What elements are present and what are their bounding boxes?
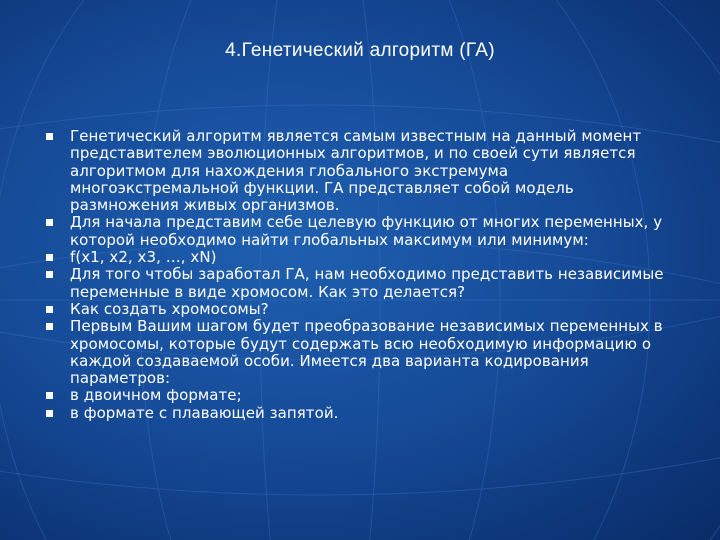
bullet-text: Генетический алгоритм является самым известным на данный момент представителем эволюционных алгоритмов, и по своей сути является алгоритмом для нахождения глобального экстремума многоэкстремальной функции. ГА представляет собой модель размножения живых организмов. — [70, 127, 642, 215]
square-bullet-icon — [46, 323, 53, 330]
bullet-text: Как создать хромосомы? — [70, 299, 269, 318]
bullet-item — [46, 214, 676, 249]
bullet-item — [46, 266, 676, 301]
bullet-item — [46, 318, 676, 387]
square-bullet-icon — [46, 271, 53, 278]
square-bullet-icon — [46, 306, 53, 313]
bullet-item — [46, 301, 676, 318]
bullet-text: Для того чтобы заработал ГА, нам необходимо представить независимые переменные в виде хромосом. Как это делается? — [70, 265, 664, 301]
bullet-text: в формате с плавающей запятой. — [70, 403, 339, 422]
bullet-text: Первым Вашим шагом будет преобразование независимых переменных в хромосомы, которые будут содержать всю необходимую информацию о каждой создаваемой особи. Имеется два варианта кодирования параметров: — [70, 317, 663, 388]
bullet-item — [46, 249, 676, 266]
bullet-item — [46, 128, 676, 214]
bullet-list — [46, 128, 676, 422]
bullet-item — [46, 405, 676, 422]
square-bullet-icon — [46, 254, 53, 261]
bullet-item — [46, 387, 676, 404]
square-bullet-icon — [46, 133, 53, 140]
slide-title: 4.Генетический алгоритм (ГА) — [225, 40, 495, 61]
square-bullet-icon — [46, 392, 53, 399]
square-bullet-icon — [46, 410, 53, 417]
bullet-text: f(x1, x2, x3, …, xN) — [70, 248, 217, 267]
bullet-text: в двоичном формате; — [70, 386, 242, 405]
bullet-text: Для начала представим себе целевую функцию от многих переменных, у которой необходимо найти глобальных максимум или минимум: — [70, 213, 663, 249]
square-bullet-icon — [46, 219, 53, 226]
